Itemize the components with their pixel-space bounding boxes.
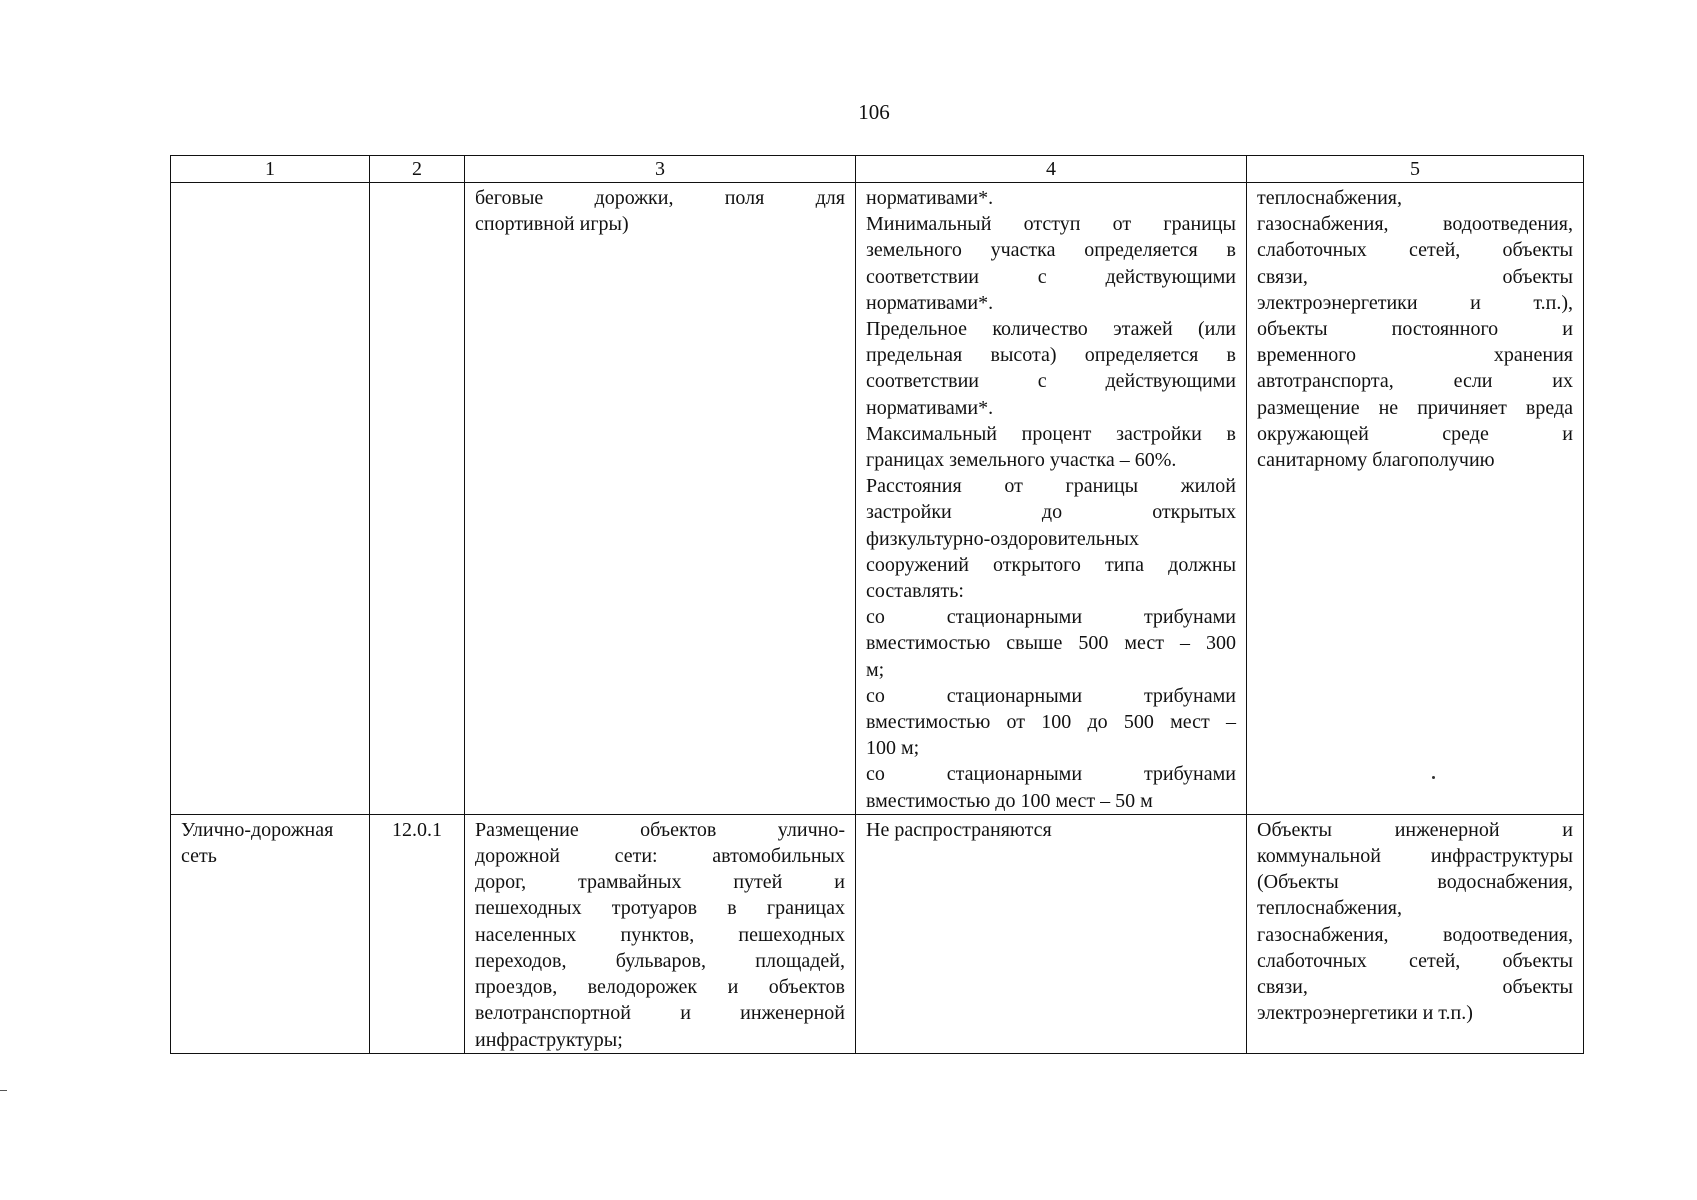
text-line: спортивной игры) (475, 213, 629, 236)
text-line: Расстояния от границы жилой (866, 475, 1236, 498)
text-line: проездов, велодорожек и объектов (475, 976, 845, 999)
text-line: связи, объекты (1257, 976, 1573, 999)
text-line: вместимостью до 100 мест – 50 м (866, 789, 1153, 812)
text-line: со стационарными трибунами (866, 763, 1236, 786)
text-line: беговые дорожки, поля для (475, 187, 845, 209)
permitted-parameters (856, 183, 1247, 815)
text-line: размещение не причиняет вреда (1257, 396, 1573, 419)
land-use-description (465, 814, 856, 1053)
text-line: Объекты инженерной и (1257, 818, 1573, 841)
text-line: временного хранения (1257, 344, 1573, 367)
text-line: автотранспорта, если их (1257, 370, 1573, 393)
header-row (171, 156, 1584, 183)
text-line: Предельное количество этажей (или (866, 318, 1236, 341)
text-line: соответствии с действующими (866, 265, 1236, 288)
text-line: составлять: (866, 580, 964, 603)
text-line: (Объекты водоснабжения, (1257, 871, 1573, 894)
text-line: физкультурно-оздоровительных (866, 527, 1140, 550)
text-line: связи, объекты (1257, 265, 1573, 288)
text-line: нормативами*. (866, 396, 994, 419)
header-col-4: 4 (856, 156, 1247, 183)
header-col-5: 5 (1247, 156, 1584, 183)
auxiliary-uses (1247, 814, 1584, 1053)
text-line: дорожной сети: автомобильных (475, 845, 845, 868)
land-use-description (465, 183, 856, 815)
text-line: предельная высота) определяется в (866, 344, 1236, 367)
text-line: нормативами*. (866, 291, 994, 314)
text-line: Не распространяются (866, 818, 1052, 841)
text-line: теплоснабжения, (1257, 187, 1402, 209)
text-line: со стационарными трибунами (866, 606, 1236, 629)
text-line: Размещение объектов улично- (475, 818, 845, 841)
text-line: слаботочных сетей, объекты (1257, 949, 1573, 972)
text-line: сооружений открытого типа должны (866, 553, 1236, 576)
scan-speck (1432, 776, 1435, 779)
page-number: 106 (858, 100, 890, 124)
text-line: вместимостью от 100 до 500 мест – (866, 711, 1236, 734)
land-use-name (171, 183, 370, 815)
text-line: соответствии с действующими (866, 370, 1236, 393)
text-line: земельного участка определяется в (866, 239, 1236, 262)
header-col-3: 3 (465, 156, 856, 183)
text-line: газоснабжения, водоотведения, (1257, 923, 1573, 946)
text-line: со стационарными трибунами (866, 684, 1236, 707)
text-line: пешеходных тротуаров в границах (475, 897, 845, 920)
header-col-1: 1 (171, 156, 370, 183)
text-line: дорог, трамвайных путей и (475, 871, 845, 894)
text-line: вместимостью свыше 500 мест – 300 (866, 632, 1236, 655)
header-col-2: 2 (370, 156, 465, 183)
land-use-name: Улично-дорожная сеть (171, 814, 370, 1053)
land-use-code: 12.0.1 (370, 814, 465, 1053)
text-line: коммунальной инфраструктуры (1257, 845, 1573, 868)
text-line: теплоснабжения, (1257, 897, 1402, 920)
table-row (171, 183, 1584, 815)
table-row (171, 814, 1584, 1053)
text-line: газоснабжения, водоотведения, (1257, 213, 1573, 236)
text-line: Минимальный отступ от границы (866, 213, 1236, 236)
text-line: Максимальный процент застройки в (866, 422, 1236, 445)
text-line: инфраструктуры; (475, 1028, 623, 1051)
text-line: нормативами*. (866, 187, 994, 209)
text-line: границах земельного участка – 60%. (866, 449, 1177, 472)
text-line: слаботочных сетей, объекты (1257, 239, 1573, 262)
permitted-parameters (856, 814, 1247, 1053)
text-line: переходов, бульваров, площадей, (475, 949, 845, 972)
text-line: санитарному благополучию (1257, 449, 1495, 472)
text-line: населенных пунктов, пешеходных (475, 923, 845, 946)
auxiliary-uses (1247, 183, 1584, 815)
text-line: застройки до открытых (866, 501, 1236, 524)
text-line: 100 м; (866, 737, 920, 760)
text-line: электроэнергетики и т.п.) (1257, 1002, 1473, 1025)
land-use-code (370, 183, 465, 815)
text-line: объекты постоянного и (1257, 318, 1573, 341)
margin-mark (0, 1090, 7, 1091)
zoning-table (170, 155, 1584, 1054)
text-line: велотранспортной и инженерной (475, 1002, 845, 1025)
text-line: электроэнергетики и т.п.), (1257, 291, 1573, 314)
text-line: м; (866, 658, 885, 681)
text-line: окружающей среде и (1257, 422, 1573, 445)
